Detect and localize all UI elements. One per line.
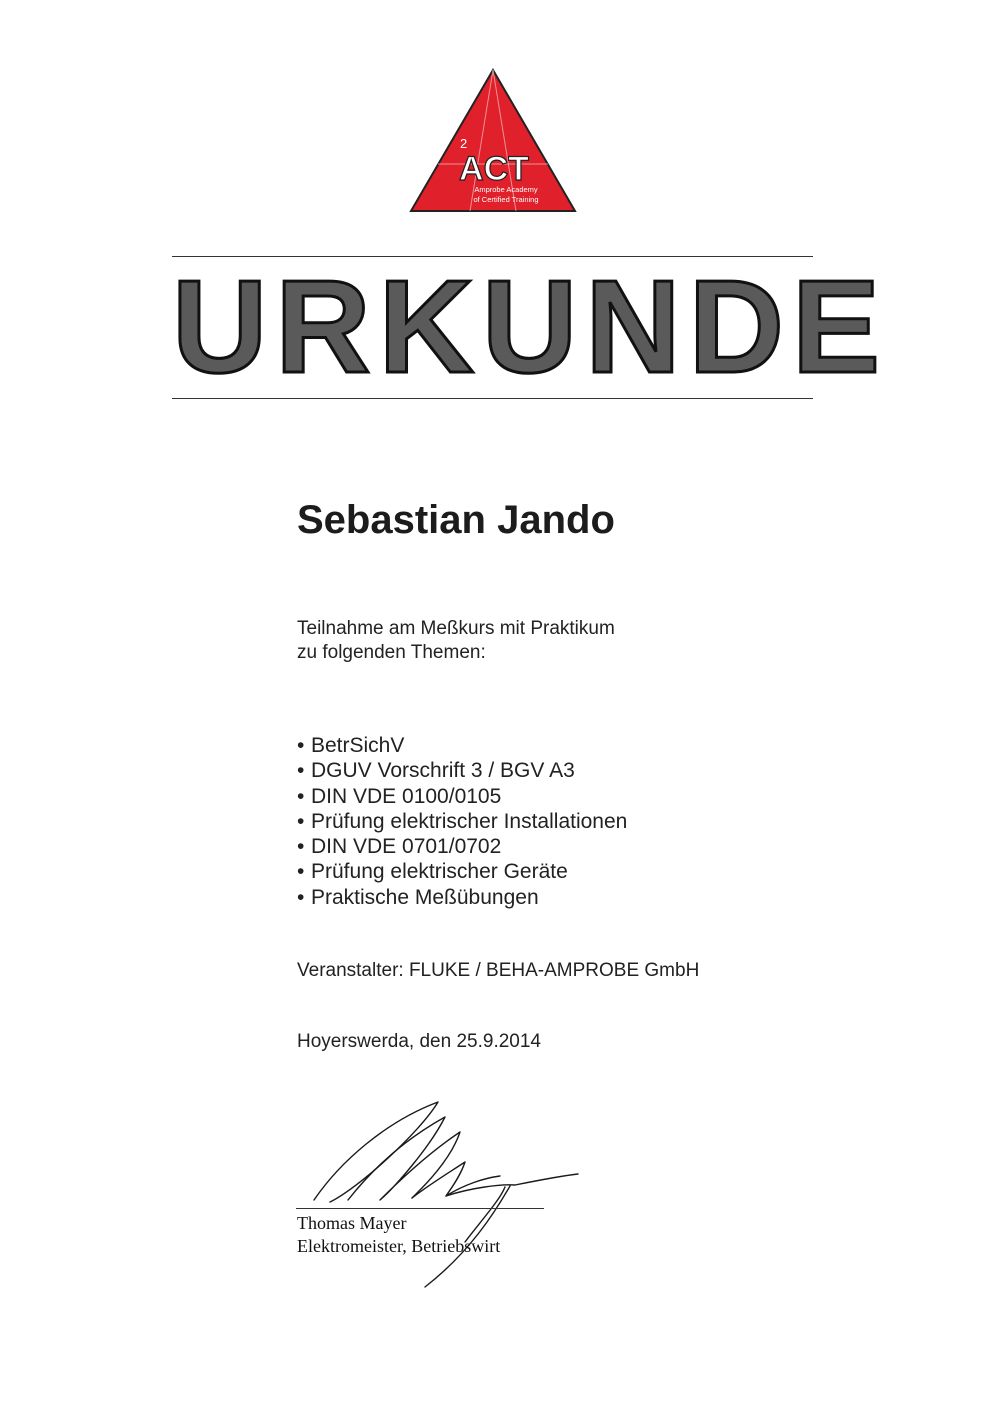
topic-label: Prüfung elektrischer Installationen	[311, 809, 628, 833]
topic-item	[297, 758, 627, 783]
topic-label: DIN VDE 0100/0105	[311, 784, 502, 808]
topic-label: Prüfung elektrischer Geräte	[311, 860, 568, 884]
topic-item	[297, 885, 627, 910]
act-logo	[408, 68, 578, 214]
topic-item	[297, 809, 627, 834]
handwritten-signature	[300, 1092, 590, 1297]
intro-line-2: zu folgenden Themen:	[297, 642, 486, 663]
bullet: •	[297, 860, 305, 884]
bullet: •	[297, 835, 305, 859]
recipient-name: Sebastian Jando	[297, 498, 615, 542]
course-intro	[297, 617, 615, 665]
bullet: •	[297, 759, 305, 783]
topic-label: Praktische Meßübungen	[311, 885, 539, 909]
topic-item	[297, 834, 627, 859]
place-date: Hoyerswerda, den 25.9.2014	[297, 1031, 541, 1052]
signer-name: Thomas Mayer	[297, 1213, 407, 1233]
topic-item	[297, 859, 627, 884]
logo-superscript: 2	[460, 136, 468, 151]
logo-line1: Amprobe Academy	[474, 185, 538, 194]
signer-block	[297, 1212, 500, 1258]
signature-line	[296, 1208, 544, 1209]
logo-line2: of Certified Training	[473, 195, 539, 204]
intro-line-1: Teilnahme am Meßkurs mit Praktikum	[297, 618, 615, 639]
certificate-title: URKUNDE	[172, 253, 888, 400]
topic-list	[297, 733, 627, 910]
topic-label: DIN VDE 0701/0702	[311, 835, 502, 859]
title-rule-bottom	[172, 398, 813, 399]
topic-item	[297, 784, 627, 809]
signer-role: Elektromeister, Betriebswirt	[297, 1236, 501, 1256]
bullet: •	[297, 885, 305, 909]
topic-item	[297, 733, 627, 758]
bullet: •	[297, 809, 305, 833]
bullet: •	[297, 734, 305, 757]
bullet: •	[297, 784, 305, 808]
organizer: Veranstalter: FLUKE / BEHA-AMPROBE GmbH	[297, 960, 700, 981]
topic-label: BetrSichV	[311, 734, 405, 757]
logo-acronym: ACT	[459, 150, 529, 188]
topic-label: DGUV Vorschrift 3 / BGV A3	[311, 759, 575, 783]
